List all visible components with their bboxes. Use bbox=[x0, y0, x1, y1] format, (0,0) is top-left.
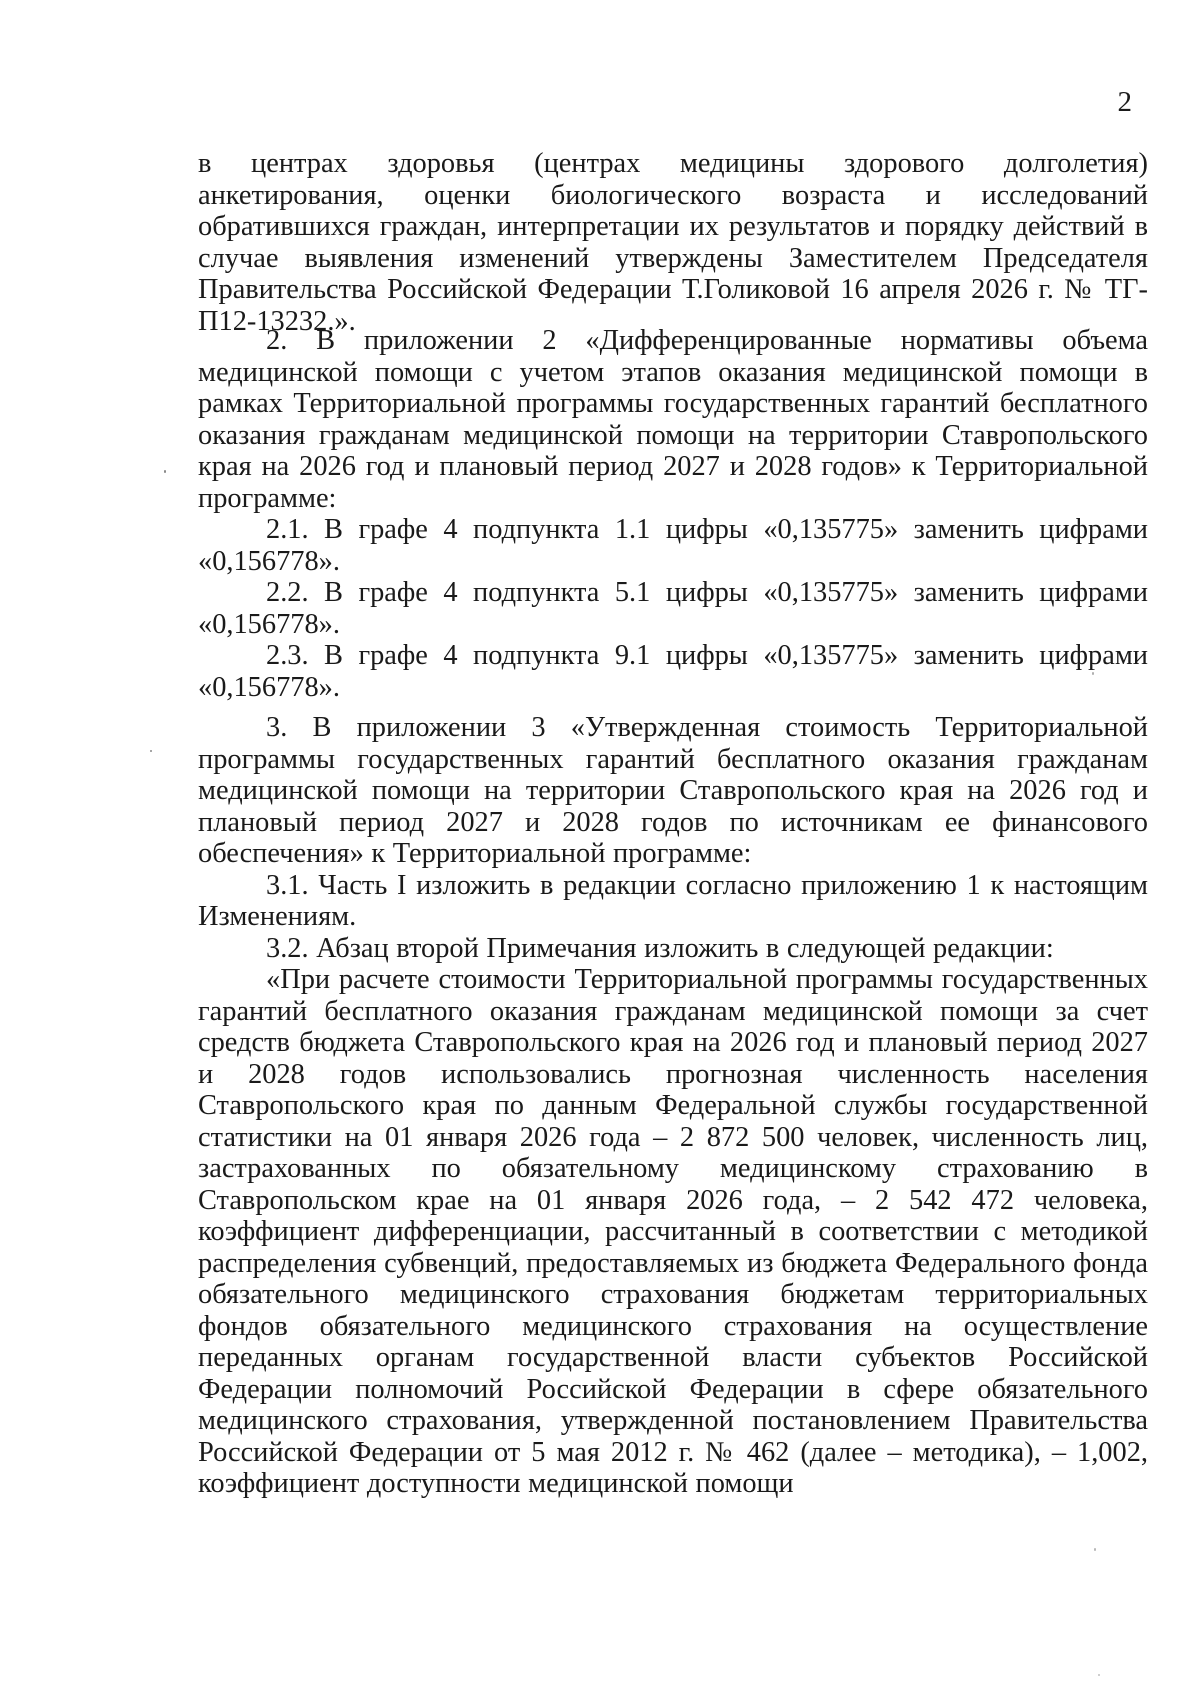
scan-speck bbox=[1092, 672, 1094, 675]
paragraph-3: 3. В приложении 3 «Утвержденная стоимость Территориальной программы государственных гарантий бесплатного оказания гражданам медицинской помощи на территории Ставропольского края на 2026 год и плановый период 2027 и 2028 годов по источникам ее финансового обеспечения» к Территориальной программе: bbox=[198, 712, 1148, 869]
body-text-top bbox=[198, 148, 1148, 337]
section-3 bbox=[198, 712, 1148, 1500]
paragraph-3-2: 3.2. Абзац второй Примечания изложить в следующей редакции: bbox=[266, 932, 1054, 964]
paragraph-3-1: 3.1. Часть I изложить в редакции согласно приложению 1 к настоящим Изменениям. bbox=[198, 869, 1148, 932]
paragraph-continuation: в центрах здоровья (центрах медицины здорового долголетия) анкетирования, оценки биологического возраста и исследований обратившихся граждан, интерпретации их результатов и порядку действий в случае выявления изменений утверждены Заместителем Председателя Правительства Российской Федерации Т.Голиковой 16 апреля 2026 г. № ТГ-П12-13232.». bbox=[198, 148, 1148, 337]
scan-speck bbox=[1094, 1548, 1096, 1551]
section-2 bbox=[198, 325, 1148, 703]
scan-speck bbox=[164, 470, 166, 473]
paragraph-2-2: 2.2. В графе 4 подпункта 5.1 цифры «0,135775» заменить цифрами «0,156778». bbox=[198, 577, 1148, 640]
paragraph-2-1: 2.1. В графе 4 подпункта 1.1 цифры «0,135775» заменить цифрами «0,156778». bbox=[198, 514, 1148, 577]
scan-speck bbox=[1098, 1674, 1100, 1676]
page-number: 2 bbox=[1117, 86, 1132, 118]
paragraph-2-3: 2.3. В графе 4 подпункта 9.1 цифры «0,135775» заменить цифрами «0,156778». bbox=[198, 640, 1148, 703]
paragraph-3-quote: «При расчете стоимости Территориальной программы государственных гарантий бесплатного оказания гражданам медицинской помощи за счет средств бюджета Ставропольского края на 2026 год и плановый период 2027 и 2028 годов использовались прогнозная численность населения Ставропольского края по данным Федеральной службы государственной статистики на 01 января 2026 года – 2 872 500 человек, численность лиц, застрахованных по обязательному медицинскому страхованию в Ставропольском крае на 01 января 2026 года, – 2 542 472 человека, коэффициент дифференциации, рассчитанный в соответствии с методикой распределения субвенций, предоставляемых из бюджета Федерального фонда обязательного медицинского страхования бюджетам территориальных фондов обязательного медицинского страхования на осуществление переданных органам государственной власти субъектов Российской Федерации полномочий Российской Федерации в сфере обязательного медицинского страхования, утвержденной постановлением Правительства Российской Федерации от 5 мая 2012 г. № 462 (далее – методика), – 1,002, коэффициент доступности медицинской помощи bbox=[198, 964, 1148, 1499]
paragraph-2: 2. В приложении 2 «Дифференцированные нормативы объема медицинской помощи с учетом этапов оказания медицинской помощи в рамках Территориальной программы государственных гарантий бесплатного оказания гражданам медицинской помощи на территории Ставропольского края на 2026 год и плановый период 2027 и 2028 годов» к Территориальной программе: bbox=[198, 325, 1148, 514]
scan-speck bbox=[150, 750, 152, 752]
